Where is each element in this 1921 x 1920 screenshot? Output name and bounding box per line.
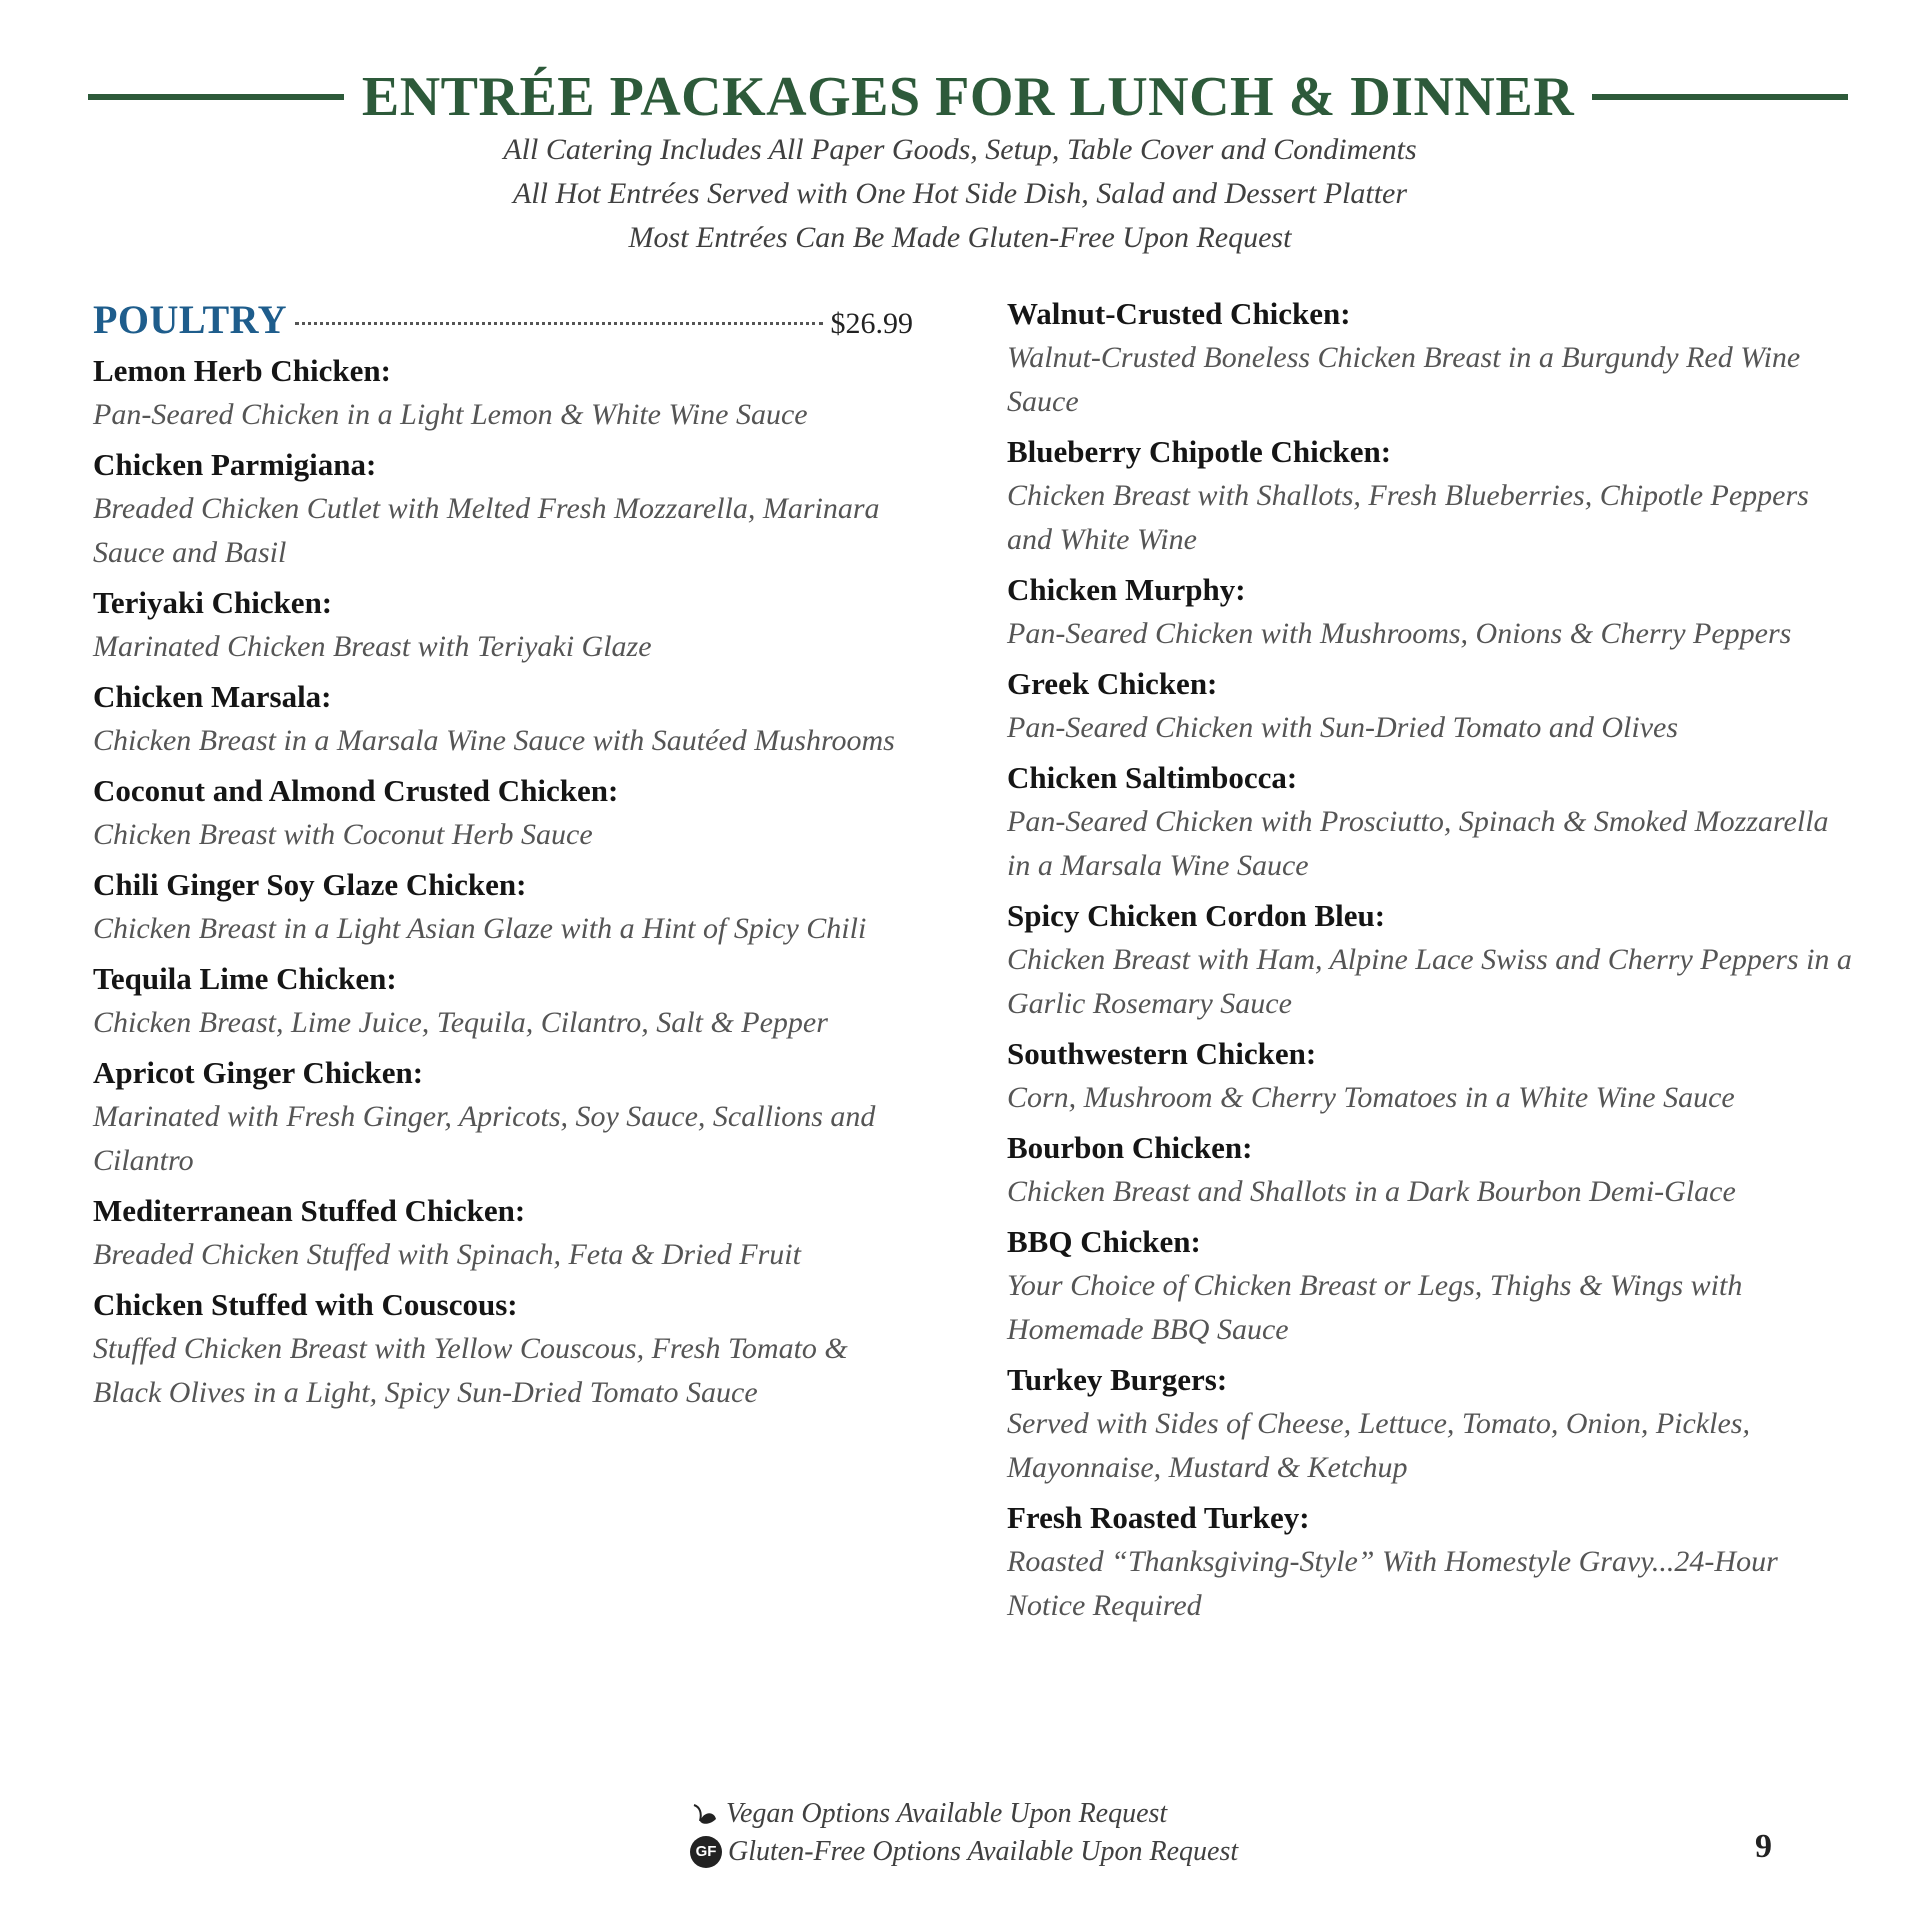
right-column [1007,292,1857,1634]
menu-item-description: Chicken Breast with Ham, Alpine Lace Swiss and Cherry Peppers in a Garlic Rosemary Sauce [1007,943,1852,1020]
menu-item [93,1283,923,1415]
menu-item [1007,1220,1857,1352]
left-item-list [93,349,923,1415]
menu-item-description: Served with Sides of Cheese, Lettuce, Tomato, Onion, Pickles, Mayonnaise, Mustard & Ketchup [1007,1407,1750,1484]
menu-item-name: Turkey Burgers: [1007,1362,1228,1397]
left-column [93,296,923,1421]
subtitle-gluten-free: Most Entrées Can Be Made Gluten-Free Upon Request [628,221,1292,254]
menu-item [1007,1358,1857,1490]
vegan-note [690,1795,1390,1833]
menu-item [93,769,923,857]
menu-item-name: Chicken Parmigiana: [93,447,377,482]
gluten-free-icon: GF [690,1836,722,1868]
subtitle-hot-entrees: All Hot Entrées Served with One Hot Side Dish, Salad and Dessert Platter [512,177,1408,210]
menu-item-description: Pan-Seared Chicken in a Light Lemon & White Wine Sauce [93,398,808,431]
menu-item [1007,1126,1857,1214]
title-rule-left [88,94,344,100]
section-price: $26.99 [830,307,913,340]
section-heading [93,296,913,343]
menu-item-name: Tequila Lime Chicken: [93,961,397,996]
menu-item-name: Coconut and Almond Crusted Chicken: [93,773,619,808]
menu-item-description: Roasted “Thanksgiving-Style” With Homestyle Gravy...24-Hour Notice Required [1007,1545,1778,1622]
menu-item [1007,894,1857,1026]
menu-item-description: Chicken Breast, Lime Juice, Tequila, Cilantro, Salt & Pepper [93,1006,828,1039]
menu-item-name: Chili Ginger Soy Glaze Chicken: [93,867,527,902]
menu-item-description: Pan-Seared Chicken with Sun-Dried Tomato and Olives [1007,711,1679,744]
menu-item-description: Corn, Mushroom & Cherry Tomatoes in a White Wine Sauce [1007,1081,1735,1114]
menu-item [93,957,923,1045]
subtitles [300,128,1620,260]
footer-notes [690,1795,1390,1871]
subtitle-paper-goods: All Catering Includes All Paper Goods, Setup, Table Cover and Condiments [503,133,1417,166]
vegan-note-text: Vegan Options Available Upon Request [726,1798,1168,1829]
menu-item [1007,430,1857,562]
menu-item-name: Apricot Ginger Chicken: [93,1055,424,1090]
menu-item-description: Chicken Breast in a Marsala Wine Sauce with Sautéed Mushrooms [93,724,895,757]
title-rule-right [1592,94,1848,100]
menu-item-description: Marinated with Fresh Ginger, Apricots, Soy Sauce, Scallions and Cilantro [93,1100,876,1177]
menu-item [93,349,923,437]
menu-item [1007,568,1857,656]
menu-item-name: Chicken Murphy: [1007,572,1246,607]
gluten-free-note [690,1833,1390,1871]
menu-item-name: BBQ Chicken: [1007,1224,1201,1259]
leaf-icon [690,1799,720,1829]
menu-item-name: Bourbon Chicken: [1007,1130,1253,1165]
gluten-free-note-text: Gluten-Free Options Available Upon Request [728,1836,1239,1867]
section-name: POULTRY [93,297,287,342]
menu-item [1007,292,1857,424]
menu-item-description: Chicken Breast with Shallots, Fresh Blueberries, Chipotle Peppers and White Wine [1007,479,1809,556]
menu-item-name: Fresh Roasted Turkey: [1007,1500,1310,1535]
menu-item [93,443,923,575]
menu-item-description: Your Choice of Chicken Breast or Legs, Thighs & Wings with Homemade BBQ Sauce [1007,1269,1743,1346]
menu-item-description: Chicken Breast in a Light Asian Glaze with a Hint of Spicy Chili [93,912,867,945]
menu-item-description: Pan-Seared Chicken with Prosciutto, Spinach & Smoked Mozzarella in a Marsala Wine Sauce [1007,805,1829,882]
menu-item-name: Walnut-Crusted Chicken: [1007,296,1351,331]
menu-item-name: Chicken Stuffed with Couscous: [93,1287,518,1322]
menu-item-description: Marinated Chicken Breast with Teriyaki Glaze [93,630,652,663]
menu-item [93,1189,923,1277]
menu-item [1007,662,1857,750]
menu-item [93,581,923,669]
menu-item-name: Lemon Herb Chicken: [93,353,391,388]
menu-item-description: Breaded Chicken Stuffed with Spinach, Feta & Dried Fruit [93,1238,801,1271]
page-title: ENTRÉE PACKAGES FOR LUNCH & DINNER [361,66,1575,128]
menu-item-description: Chicken Breast with Coconut Herb Sauce [93,818,593,851]
menu-item-description: Walnut-Crusted Boneless Chicken Breast in a Burgundy Red Wine Sauce [1007,341,1801,418]
menu-item-name: Mediterranean Stuffed Chicken: [93,1193,526,1228]
menu-item-description: Stuffed Chicken Breast with Yellow Couscous, Fresh Tomato & Black Olives in a Light, Spicy Sun-Dried Tomato Sauce [93,1332,848,1409]
menu-item-name: Chicken Marsala: [93,679,332,714]
menu-item-description: Breaded Chicken Cutlet with Melted Fresh Mozzarella, Marinara Sauce and Basil [93,492,880,569]
menu-item-name: Chicken Saltimbocca: [1007,760,1298,795]
menu-item-name: Greek Chicken: [1007,666,1218,701]
menu-item-name: Southwestern Chicken: [1007,1036,1317,1071]
menu-item [1007,1496,1857,1628]
menu-item-name: Spicy Chicken Cordon Bleu: [1007,898,1386,933]
page-number: 9 [1755,1828,1772,1865]
menu-item [93,863,923,951]
menu-item [93,1051,923,1183]
dot-leader [295,322,823,325]
menu-item-name: Blueberry Chipotle Chicken: [1007,434,1392,469]
menu-item [93,675,923,763]
title-row [88,62,1848,132]
right-item-list [1007,292,1857,1628]
menu-item-description: Chicken Breast and Shallots in a Dark Bourbon Demi-Glace [1007,1175,1736,1208]
menu-item-description: Pan-Seared Chicken with Mushrooms, Onions & Cherry Peppers [1007,617,1792,650]
menu-item-name: Teriyaki Chicken: [93,585,333,620]
menu-item [1007,1032,1857,1120]
menu-item [1007,756,1857,888]
